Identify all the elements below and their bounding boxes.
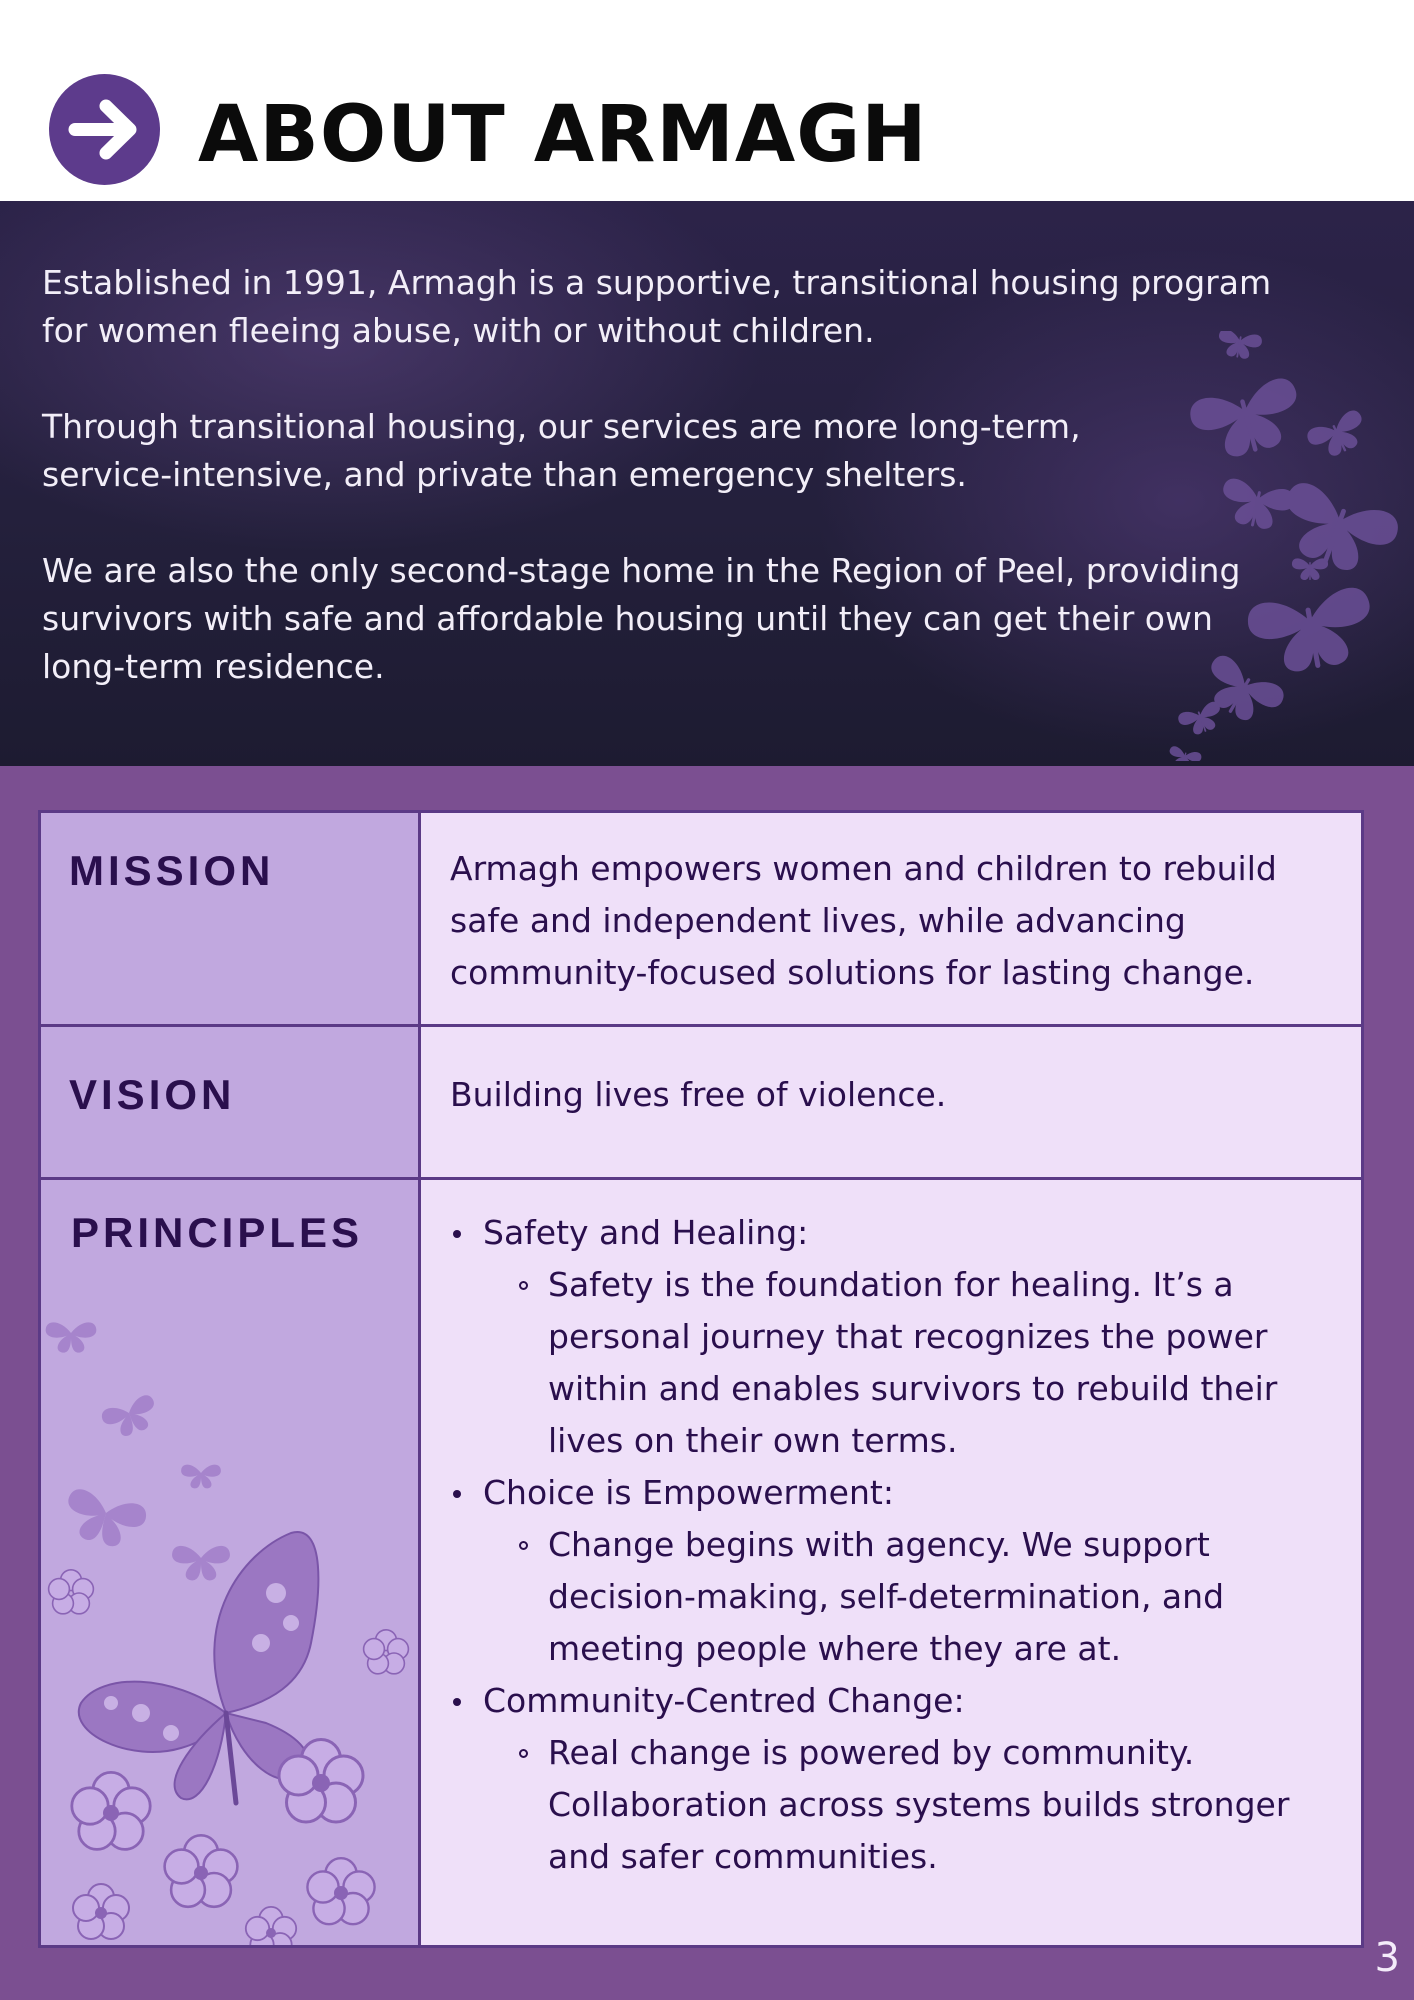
row-divider	[41, 1177, 1361, 1180]
page-number: 3	[1374, 1935, 1400, 1981]
list-item	[450, 1675, 1330, 1883]
sub-list	[515, 1259, 1330, 1467]
table-heading-column	[41, 813, 421, 1945]
sub-list	[515, 1727, 1330, 1883]
mission-heading: MISSION	[69, 847, 275, 894]
vision-heading: VISION	[69, 1071, 236, 1118]
sub-list	[515, 1519, 1330, 1675]
principles-heading: PRINCIPLES	[71, 1209, 364, 1256]
intro-text	[42, 259, 1292, 739]
butterfly-flowers-icon	[41, 1293, 421, 1945]
mission-text: Armagh empowers women and children to rebuild safe and independent lives, while advancing community-focused solutions for lasting change.	[450, 849, 1277, 992]
row-divider	[41, 1024, 1361, 1027]
vision-text: Building lives free of violence.	[450, 1075, 947, 1114]
principle-detail: Real change is powered by community. Collaboration across systems builds stronger and safer communities.	[515, 1727, 1330, 1883]
mission-vision-principles-table	[38, 810, 1364, 1948]
intro-section	[0, 201, 1414, 766]
principle-title: Choice is Empowerment:	[483, 1473, 894, 1512]
principle-detail: Change begins with agency. We support decision-making, self-determination, and meeting people where they are at.	[515, 1519, 1330, 1675]
intro-paragraph: We are also the only second-stage home in the Region of Peel, providing survivors with safe and affordable housing until they can get their own long-term residence.	[42, 551, 1241, 686]
principle-title: Safety and Healing:	[483, 1213, 809, 1252]
butterflies-icon	[1140, 331, 1414, 765]
list-item	[450, 1467, 1330, 1675]
arrow-right-icon	[49, 74, 160, 185]
principles-list	[450, 1207, 1330, 1883]
page-header	[0, 0, 1414, 201]
principles-list-wrapper	[450, 1207, 1330, 1883]
intro-paragraph: Established in 1991, Armagh is a supportive, transitional housing program for women fleeing abuse, with or without children.	[42, 263, 1272, 350]
list-item	[450, 1207, 1330, 1467]
principle-title: Community-Centred Change:	[483, 1681, 965, 1720]
principle-detail: Safety is the foundation for healing. It’s a personal journey that recognizes the power within and enables survivors to rebuild their lives on their own terms.	[515, 1259, 1330, 1467]
intro-paragraph: Through transitional housing, our services are more long-term, service-intensive, and private than emergency shelters.	[42, 407, 1081, 494]
page-title: ABOUT ARMAGH	[198, 90, 928, 180]
